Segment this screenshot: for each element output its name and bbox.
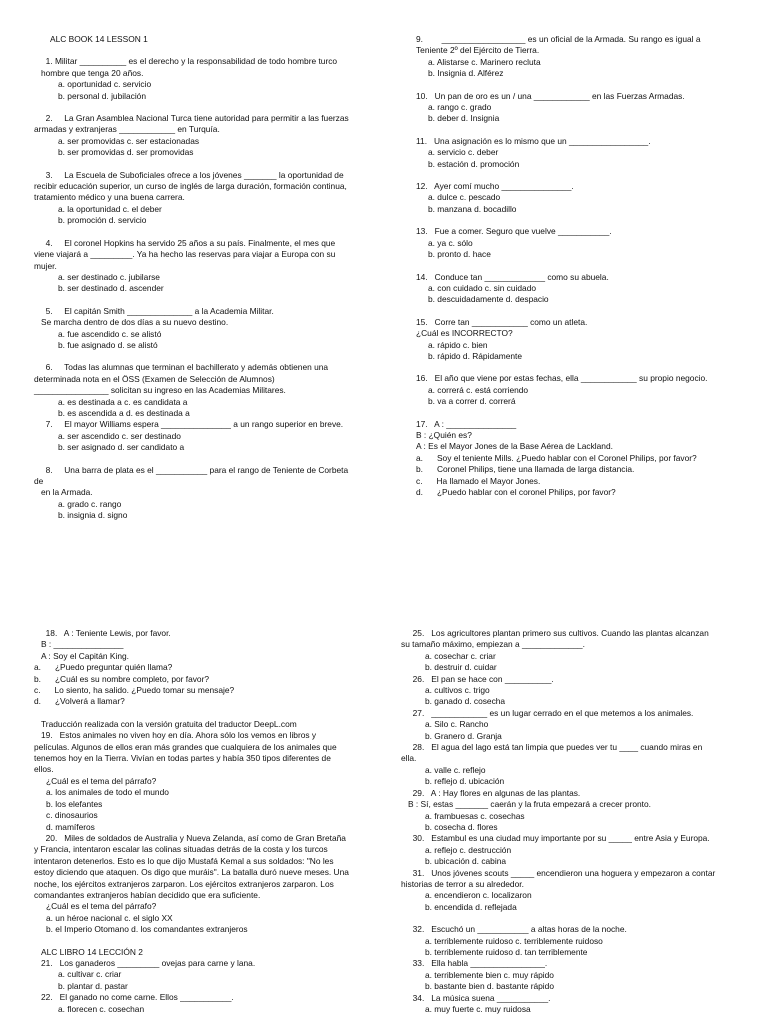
text-line: 13. Fue a comer. Seguro que vuelve ___________.	[416, 226, 612, 237]
text-line: b. terriblemente ruidoso d. tan terriblemente	[425, 946, 588, 957]
text-line: b. Coronel Philips, tiene una llamada de larga distancia.	[416, 464, 635, 475]
text-line: b. estación d. promoción	[428, 158, 520, 169]
text-line: a. ser destinado c. jubilarse	[58, 271, 160, 282]
text-line: b. destruir d. cuidar	[425, 662, 497, 673]
text-line: a. encendieron c. localizaron	[425, 890, 532, 901]
column-top-right	[416, 34, 761, 498]
text-line: recibir educación superior, un curso de inglés de larga duración, formación continua,	[34, 181, 347, 192]
text-line: Se marcha dentro de dos días a su nuevo destino.	[34, 317, 229, 328]
blank-line	[34, 351, 379, 362]
text-line: ________________ solicitan su ingreso en las Academias Militares.	[34, 385, 286, 396]
text-line: 22. El ganado no come carne. Ellos ___________.	[34, 992, 234, 1003]
text-line: viene viajará a _________. Ya ha hecho las reservas para viajar a Europa con su	[34, 249, 336, 260]
text-line: noche, los ejércitos extranjeros zarparon. Los ejércitos extranjeros zarparon. Los	[34, 878, 334, 889]
text-line: ALC BOOK 14 LESSON 1	[50, 34, 148, 44]
text-line: ALC LIBRO 14 LECCIÓN 2	[34, 946, 143, 957]
text-line: b. los elefantes	[46, 798, 103, 809]
text-line: d. ¿Puedo hablar con el coronel Philips, por favor?	[416, 487, 616, 497]
text-line: 14. Conduce tan _____________ como su abuela.	[416, 271, 609, 282]
text-line: b. ser promovidas d. ser promovidas	[58, 147, 194, 158]
text-line: de	[34, 476, 44, 486]
blank-line	[34, 295, 379, 306]
blank-line	[34, 102, 379, 113]
text-line: b. ganado d. cosecha	[425, 696, 506, 707]
text-line: b. es ascendida a d. es destinada a	[58, 407, 190, 418]
text-line: a. frambuesas c. cosechas	[425, 810, 525, 821]
text-line: b. bastante bien d. bastante rápido	[425, 981, 554, 992]
text-line: 10. Un pan de oro es un / una ____________ en las Fuerzas Armadas.	[416, 90, 685, 101]
blank-line	[34, 45, 379, 56]
text-line: A : Soy el Capitán King.	[34, 650, 129, 661]
text-line: 12. Ayer comí mucho _______________.	[416, 181, 574, 192]
text-line: B : Sí, estas _______ caerán y la fruta empezará a crecer pronto.	[401, 799, 651, 810]
text-line: estoy diciendo que ataquen. Os digo que muráis". La batalla duró nueve meses. Una	[34, 867, 349, 878]
text-line: c. Ha llamado el Mayor Jones.	[416, 475, 541, 486]
column-bottom-right	[401, 628, 746, 1015]
text-line: ellos.	[34, 764, 54, 775]
text-line: 18. A : Teniente Lewis, por favor.	[34, 628, 171, 638]
blank-line	[416, 408, 761, 419]
text-line: ¿Cuál es el tema del párrafo?	[46, 901, 157, 912]
text-line: hombre que tenga 20 años.	[34, 67, 144, 78]
text-line: b. rápido d. Rápidamente	[428, 350, 523, 361]
blank-line	[416, 362, 761, 373]
text-line: a. valle c. reflejo	[425, 764, 486, 775]
text-line: b. ubicación d. cabina	[425, 856, 507, 867]
text-line: b. cosecha d. flores	[425, 821, 498, 832]
text-line: a. oportunidad c. servicio	[58, 79, 152, 90]
text-line: ¿Cuál es INCORRECTO?	[416, 328, 513, 339]
text-line: b. plantar d. pastar	[58, 980, 128, 991]
text-line: b. Insignia d. Alférez	[428, 68, 504, 79]
blank-line	[416, 125, 761, 136]
text-line: a. Silo c. Rancho	[425, 719, 489, 730]
blank-line	[416, 306, 761, 317]
text-line: 9. __________________ es un oficial de la Armada. Su rango es igual a	[416, 34, 701, 44]
text-line: a. ser ascendido c. ser destinado	[58, 430, 181, 441]
text-line: b. ¿Cuál es su nombre completo, por favor?	[34, 673, 210, 684]
text-line: b. insignia d. signo	[58, 510, 128, 521]
text-line: b. ser destinado d. ascender	[58, 283, 164, 294]
text-line: 29. A : Hay flores en algunas de las plantas.	[401, 787, 581, 798]
text-line: a. ya c. sólo	[428, 237, 473, 248]
text-line: 33. Ella habla ________________.	[401, 958, 548, 969]
text-line: 25. Los agricultores plantan primero sus cultivos. Cuando las plantas alcanzan	[401, 628, 709, 638]
text-line: comandantes extranjeros habían decidido que era suficiente.	[34, 889, 261, 900]
text-line: 30. Estambul es una ciudad muy importante por su _____ entre Asia y Europa.	[401, 833, 710, 844]
text-line: a. terriblemente ruidoso c. terriblemente ruidoso	[425, 935, 603, 946]
blank-line	[416, 170, 761, 181]
text-line: a. cultivos c. trigo	[425, 685, 490, 696]
text-line: mujer.	[34, 260, 57, 271]
text-line: d. mamíferos	[46, 821, 95, 832]
text-line: a. florecen c. cosechan	[58, 1003, 145, 1014]
text-line: b. promoción d. servicio	[58, 215, 147, 226]
text-line: a. fue ascendido c. se alistó	[58, 328, 162, 339]
text-line: 20. Miles de soldados de Australia y Nueva Zelanda, así como de Gran Bretaña	[34, 832, 346, 843]
text-line: 19. Estos animales no viven hoy en día. Ahora sólo los vemos en libros y	[34, 730, 317, 741]
blank-line	[34, 708, 379, 719]
text-line: a. es destinada a c. es candidata a	[58, 396, 188, 407]
text-line: Traducción realizada con la versión gratuita del traductor DeepL.com	[34, 718, 297, 729]
blank-line	[416, 261, 761, 272]
text-line: en la Armada.	[34, 487, 93, 498]
text-line: b. pronto d. hace	[428, 249, 491, 260]
text-line: 16. El año que viene por estas fechas, ella ____________ su propio negocio.	[416, 373, 708, 384]
text-line: ¿Cuál es el tema del párrafo?	[46, 775, 157, 786]
text-line: a. un héroe nacional c. el siglo XX	[46, 912, 173, 923]
blank-line	[34, 159, 379, 170]
column-bottom-left	[34, 628, 379, 1015]
text-line: a. rápido c. bien	[428, 339, 488, 350]
text-line: 17. A : _______________	[416, 418, 517, 429]
text-line: b. encendida d. reflejada	[425, 901, 517, 912]
text-line: a. grado c. rango	[58, 498, 122, 509]
text-line: películas. Algunos de ellos eran más grandes que cualquiera de los animales que	[34, 741, 337, 752]
text-line: a. muy fuerte c. muy ruidosa	[425, 1004, 531, 1014]
text-line: b. ser asignado d. ser candidato a	[58, 442, 185, 453]
text-line: 34. La música suena ___________.	[401, 992, 551, 1003]
text-line: a. cosechar c. criar	[425, 650, 496, 661]
text-line: intentaron detenerlos. Esto es lo que dijo Mustafá Kemal a sus soldados: "No les	[34, 855, 334, 866]
text-line: 5. El capitán Smith ______________ a la Academia Militar.	[34, 305, 274, 316]
text-line: a. reflejo c. destrucción	[425, 844, 512, 855]
blank-line	[416, 80, 761, 91]
text-line: historias de terror a su alrededor.	[401, 878, 524, 889]
text-line: a. Soy el teniente Mills. ¿Puedo hablar con el Coronel Philips, por favor?	[416, 452, 697, 463]
text-line: A : Es el Mayor Jones de la Base Aérea de Lackland.	[416, 441, 613, 452]
text-line: b. descuidadamente d. despacio	[428, 294, 549, 305]
text-line: b. el Imperio Otomano d. los comandantes extranjeros	[46, 924, 248, 935]
text-line: a. terriblemente bien c. muy rápido	[425, 969, 554, 980]
text-line: b. manzana d. bocadillo	[428, 203, 517, 214]
text-line: Teniente 2º del Ejército de Tierra.	[416, 45, 540, 56]
text-line: 7. El mayor Williams espera _______________ a un rango superior en breve.	[34, 419, 344, 430]
text-line: 27. ____________ es un lugar cerrado en el que metemos a los animales.	[401, 707, 694, 718]
text-line: b. reflejo d. ubicación	[425, 776, 505, 787]
text-line: a. correrá c. está corriendo	[428, 384, 529, 395]
blank-line	[34, 227, 379, 238]
text-line: ella.	[401, 753, 417, 764]
text-line: 2. La Gran Asamblea Nacional Turca tiene autoridad para permitir a las fuerzas	[34, 113, 349, 124]
text-line: 3. La Escuela de Suboficiales ofrece a los jóvenes _______ la oportunidad de	[34, 169, 344, 180]
blank-line	[416, 215, 761, 226]
text-line: 11. Una asignación es lo mismo que un _________________.	[416, 135, 651, 146]
text-line: a. cultivar c. criar	[58, 969, 122, 980]
text-line: b. va a correr d. correrá	[428, 396, 516, 407]
text-line: a. dulce c. pescado	[428, 192, 501, 203]
blank-line	[401, 913, 746, 924]
text-line: b. Granero d. Granja	[425, 730, 502, 741]
text-line: 15. Corre tan ____________ como un atleta.	[416, 316, 588, 327]
text-line: 4. El coronel Hopkins ha servido 25 años a su país. Finalmente, el mes que	[34, 237, 336, 248]
text-line: c. Lo siento, ha salido. ¿Puedo tomar su mensaje?	[34, 685, 235, 696]
text-line: d. ¿Volverá a llamar?	[34, 696, 125, 707]
column-top-left	[34, 34, 379, 522]
text-line: y Francia, intentaron escalar las colinas situadas detrás de la costa y los turcos	[34, 844, 328, 855]
text-line: a. ser promovidas c. ser estacionadas	[58, 135, 200, 146]
text-line: B : _______________	[34, 639, 124, 650]
text-line: b. personal d. jubilación	[58, 90, 146, 101]
text-line: a. rango c. grado	[428, 102, 492, 113]
text-line: c. dinosaurios	[46, 810, 98, 821]
text-line: b. fue asignado d. se alistó	[58, 339, 158, 350]
text-line: 28. El agua del lago está tan limpia que puedes ver tu ____ cuando miras en	[401, 742, 703, 753]
text-line: a. con cuidado c. sin cuidado	[428, 282, 537, 293]
text-line: 26. El pan se hace con __________.	[401, 673, 554, 684]
blank-line	[34, 936, 379, 947]
text-line: a. los animales de todo el mundo	[46, 787, 169, 798]
text-line: a. ¿Puedo preguntar quién llama?	[34, 662, 173, 673]
text-line: tenemos hoy en la Tierra. Vivían en todas partes y había 350 tipos diferentes de	[34, 753, 331, 764]
text-line: a. servicio c. deber	[428, 147, 499, 158]
text-line: 32. Escuchó un ___________ a altas horas de la noche.	[401, 924, 627, 935]
text-line: 21. Los ganaderos _________ ovejas para carne y lana.	[34, 957, 256, 968]
text-line: armadas y extranjeras ____________ en Turquía.	[34, 124, 220, 135]
text-line: a. Alistarse c. Marinero recluta	[428, 56, 541, 67]
text-line: 6. Todas las alumnas que terminan el bachillerato y además obtienen una	[34, 362, 329, 373]
blank-line	[34, 454, 379, 465]
text-line: su tamaño máximo, empiezan a _____________.	[401, 639, 585, 650]
text-line: 1. Militar __________ es el derecho y la responsabilidad de todo hombre turco	[34, 56, 338, 67]
text-line: b. deber d. Insignia	[428, 113, 500, 124]
text-line: tratamiento médico y una buena carrera.	[34, 192, 185, 203]
text-line: B : ¿Quién es?	[416, 429, 472, 440]
text-line: determinada nota en el ÖSS (Examen de Selección de Alumnos)	[34, 373, 275, 384]
text-line: 8. Una barra de plata es el ___________ para el rango de Teniente de Corbeta	[34, 464, 349, 475]
text-line: 31. Unos jóvenes scouts _____ encendieron una hoguera y empezaron a contar	[401, 867, 716, 878]
text-line: a. la oportunidad c. el deber	[58, 203, 162, 214]
